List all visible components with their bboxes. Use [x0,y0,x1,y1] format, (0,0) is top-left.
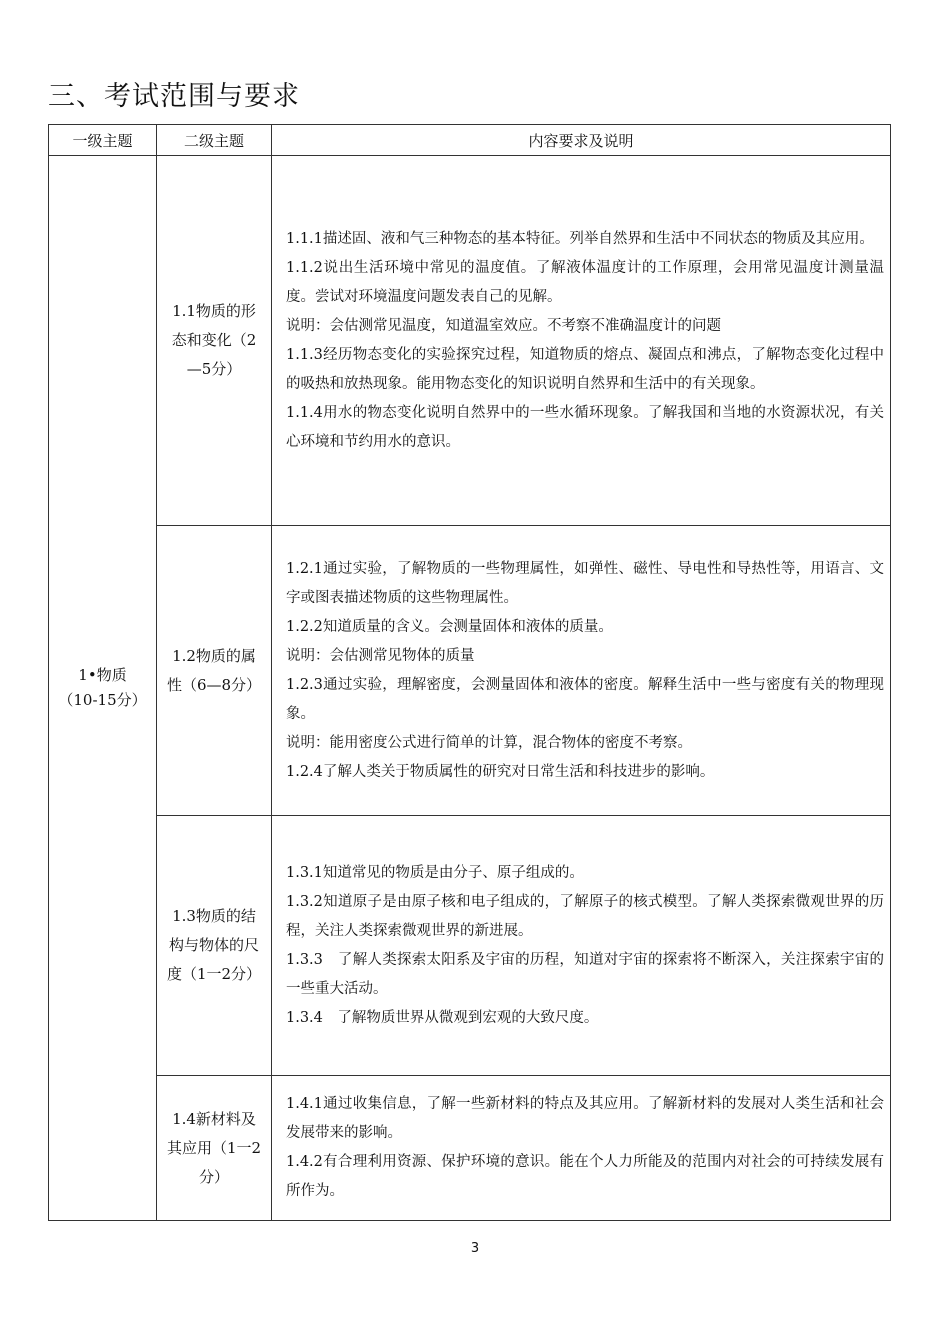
level1-topic-label: 1•物质 [78,666,127,684]
requirement-item: 1.3.4 了解物质世界从微观到宏观的大致尺度。 [286,1009,599,1026]
requirement-item: 1.3.3 了解人类探索太阳系及宇宙的历程，知道对宇宙的探索将不断深入，关注探索宇宙的一些重大活动。 [286,951,884,997]
requirement-item: 1.1.4用水的物态变化说明自然界中的一些水循环现象。了解我国和当地的水资源状况，有关心环境和节约用水的意识。 [286,404,884,450]
requirement-item: 1.4.2有合理利用资源、保护环境的意识。能在个人力所能及的范围内对社会的可持续发展有所作为。 [286,1154,884,1199]
section-heading: 三、考试范围与要求 [48,81,300,112]
table-row [49,526,891,816]
requirement-item: 说明：会估测常见温度，知道温室效应。不考察不准确温度计的问题 [286,317,721,334]
requirement-item: 1.2.1通过实验，了解物质的一些物理属性，如弹性、磁性、导电性和导热性等，用语言、文字或图表描述物质的这些物理属性。 [286,560,884,606]
page-number: 3 [470,1241,480,1256]
level2-topic-cell: 1.4新材料及其应用（1一2分） [157,1076,272,1221]
requirement-item: 1.2.2知道质量的含义。会测量固体和液体的质量。 [286,618,613,635]
requirement-item: 说明：会估测常见物体的质量 [286,647,475,664]
header-level1-topic: 一级主题 [49,125,157,156]
requirement-item: 1.1.2说出生活环境中常见的温度值。了解液体温度计的工作原理，会用常见温度计测量温度。尝试对环境温度问题发表自己的见解。 [286,259,884,305]
content-cell [272,156,891,526]
requirement-item: 说明：能用密度公式进行简单的计算，混合物体的密度不考察。 [286,734,692,751]
level2-topic-cell: 1.2物质的属性（6—8分） [157,526,272,816]
table-header-row [49,125,891,156]
requirement-item: 1.3.1知道常见的物质是由分子、原子组成的。 [286,864,584,881]
level2-topic-cell: 1.3物质的结构与物体的尺度（1一2分） [157,816,272,1076]
content-cell [272,816,891,1076]
level1-topic-cell [49,156,157,1221]
requirement-item: 1.1.1描述固、液和气三种物态的基本特征。列举自然界和生活中不同状态的物质及其应用。 [286,230,874,247]
header-content-requirements: 内容要求及说明 [272,125,891,156]
table-row [49,156,891,526]
requirement-item: 1.1.3经历物态变化的实验探究过程，知道物质的熔点、凝固点和沸点，了解物态变化过程中的吸热和放热现象。能用物态变化的知识说明自然界和生活中的有关现象。 [286,346,884,392]
exam-scope-table [48,124,891,1221]
table-row [49,1076,891,1221]
requirement-item: 1.2.4了解人类关于物质属性的研究对日常生活和科技进步的影响。 [286,763,715,780]
header-level2-topic: 二级主题 [157,125,272,156]
content-cell [272,1076,891,1221]
level2-topic-cell: 1.1物质的形态和变化（2—5分） [157,156,272,526]
requirement-item: 1.4.1通过收集信息，了解一些新材料的特点及其应用。了解新材料的发展对人类生活和社会发展带来的影响。 [286,1096,884,1141]
table-row [49,816,891,1076]
level1-topic-points: （10-15分） [58,691,147,709]
content-cell [272,526,891,816]
requirement-item: 1.3.2知道原子是由原子核和电子组成的，了解原子的核式模型。了解人类探索微观世界的历程，关注人类探索微观世界的新进展。 [286,893,884,939]
requirement-item: 1.2.3通过实验，理解密度，会测量固体和液体的密度。解释生活中一些与密度有关的物理现象。 [286,676,884,722]
